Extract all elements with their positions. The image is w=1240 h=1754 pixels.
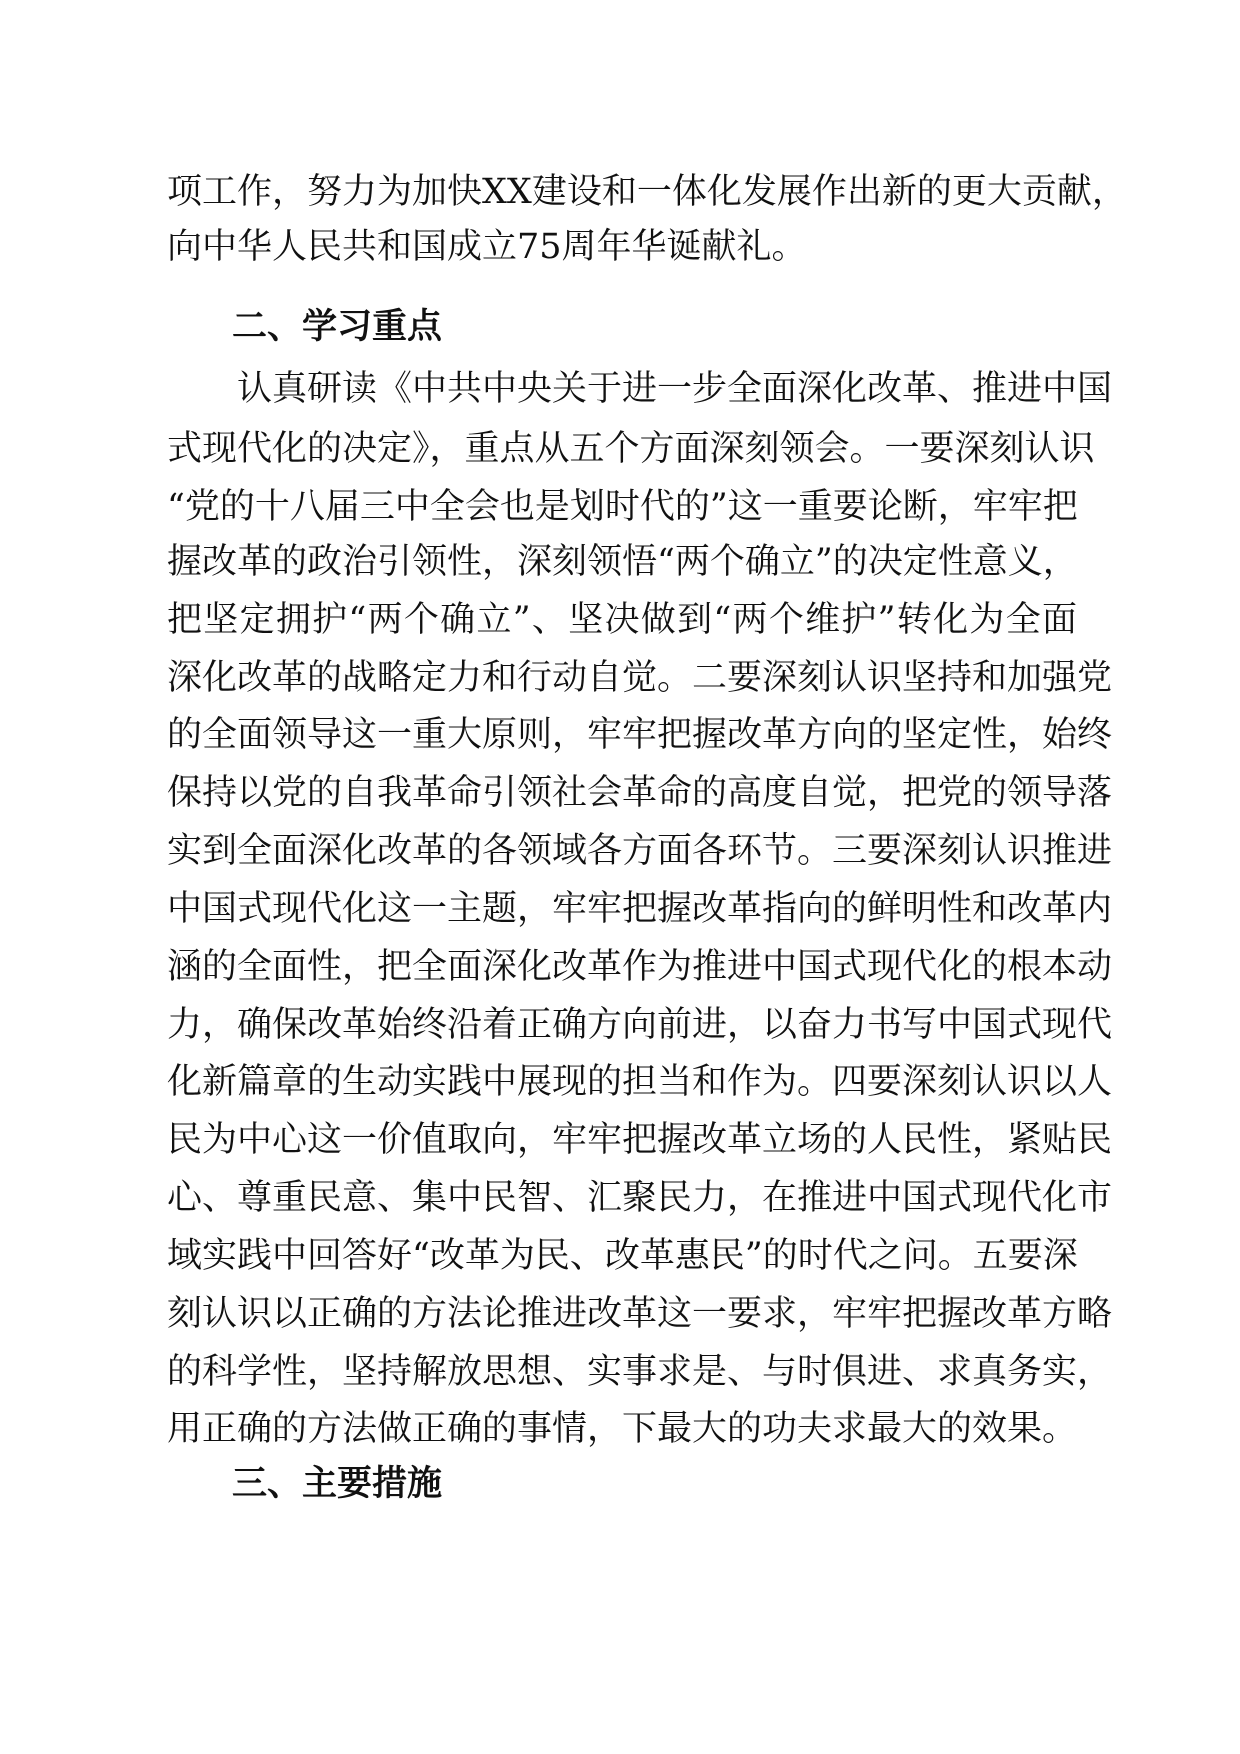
paragraph-line: 化新篇章的生动实践中展现的担当和作为。四要深刻认识以人	[167, 1062, 1113, 1102]
intro-line-1: 项工作，努力为加快XX建设和一体化发展作出新的更大贡献，	[167, 172, 1127, 212]
paragraph-line: 认真研读《中共中央关于进一步全面深化改革、推进中国	[237, 369, 1113, 409]
paragraph-line: 中国式现代化这一主题，牢牢把握改革指向的鲜明性和改革内	[167, 889, 1113, 929]
paragraph-line: 用正确的方法做正确的事情，下最大的功夫求最大的效果。	[167, 1409, 1078, 1449]
paragraph-line: 刻认识以正确的方法论推进改革这一要求，牢牢把握改革方略	[167, 1294, 1113, 1334]
paragraph-line: 涵的全面性，把全面深化改革作为推进中国式现代化的根本动	[167, 947, 1113, 987]
paragraph-line: 握改革的政治引领性，深刻领悟“两个确立”的决定性意义，	[167, 542, 1078, 582]
paragraph-line: 的全面领导这一重大原则，牢牢把握改革方向的坚定性，始终	[167, 715, 1113, 755]
intro-line-2: 向中华人民共和国成立75周年华诞献礼。	[167, 227, 807, 267]
paragraph-line: 域实践中回答好“改革为民、改革惠民”的时代之问。五要深	[167, 1236, 1078, 1276]
paragraph-line: 的科学性，坚持解放思想、实事求是、与时俱进、求真务实，	[167, 1352, 1113, 1392]
paragraph-line: 把坚定拥护“两个确立”、坚决做到“两个维护”转化为全面	[167, 600, 1077, 640]
paragraph-line: 力，确保改革始终沿着正确方向前进，以奋力书写中国式现代	[167, 1005, 1113, 1045]
section-heading-main-measures: 三、主要措施	[232, 1464, 443, 1504]
paragraph-line: 保持以党的自我革命引领社会革命的高度自觉，把党的领导落	[167, 773, 1113, 813]
paragraph-line: 式现代化的决定》，重点从五个方面深刻领会。一要深刻认识	[167, 429, 1095, 469]
paragraph-line: 民为中心这一价值取向，牢牢把握改革立场的人民性，紧贴民	[167, 1120, 1113, 1160]
paragraph-line: 深化改革的战略定力和行动自觉。二要深刻认识坚持和加强党	[167, 658, 1113, 698]
paragraph-line: 心、尊重民意、集中民智、汇聚民力，在推进中国式现代化市	[167, 1178, 1113, 1218]
section-heading-study-focus: 二、学习重点	[232, 307, 443, 347]
paragraph-line: 实到全面深化改革的各领域各方面各环节。三要深刻认识推进	[167, 831, 1113, 871]
paragraph-line: “党的十八届三中全会也是划时代的”这一重要论断，牢牢把	[167, 487, 1078, 527]
